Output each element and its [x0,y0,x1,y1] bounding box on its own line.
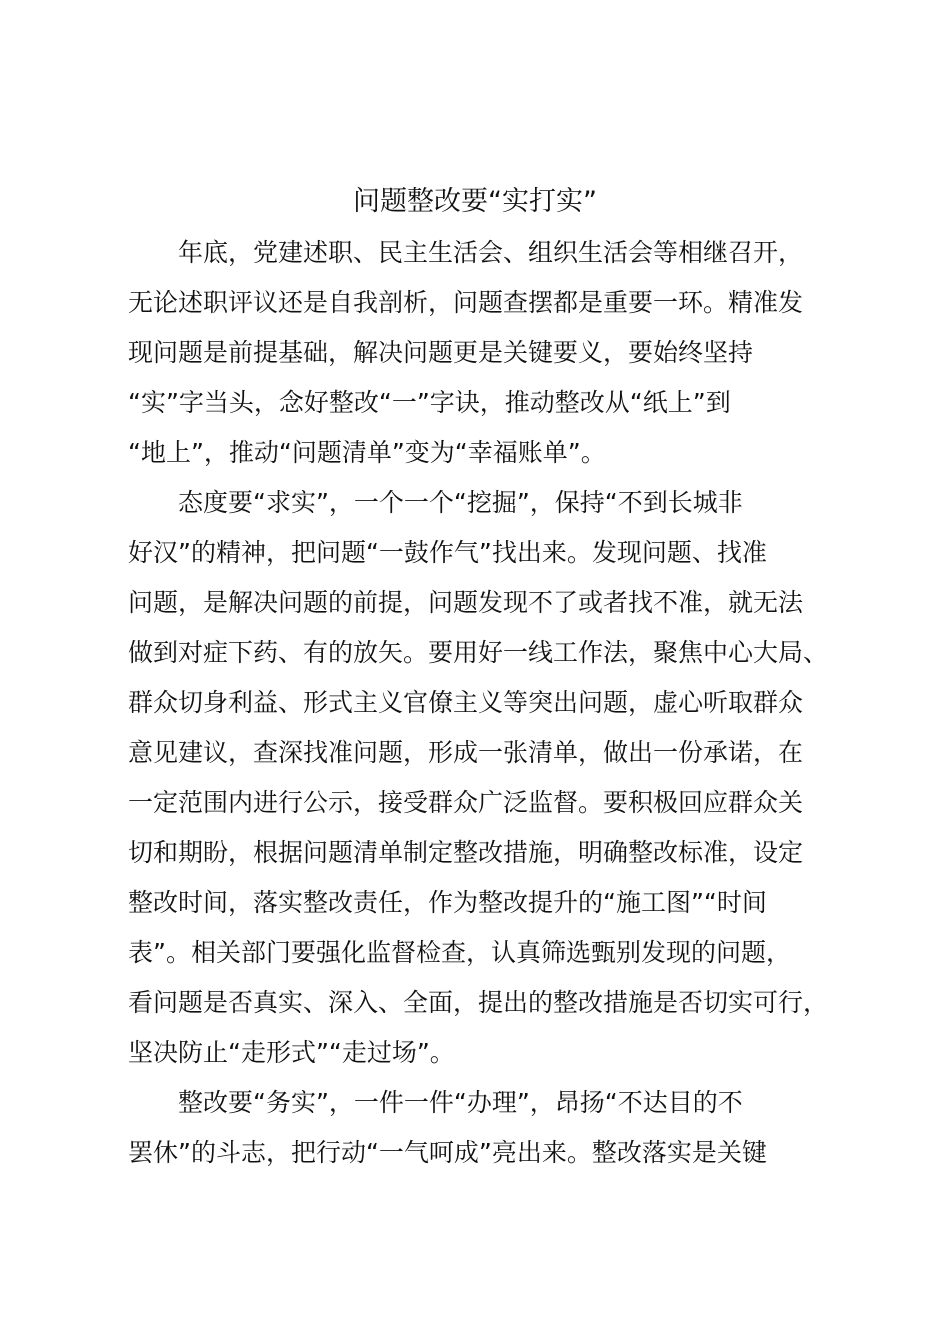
text-line-4: “实”字当头，念好整改“一”字诀，推动整改从“纸上”到 [128,388,731,417]
text-line-3: 现问题是前提基础，解决问题更是关键要义，要始终坚持 [128,338,754,367]
text-line-16: 看问题是否真实、深入、全面，提出的整改措施是否切实可行， [128,988,829,1017]
text-line-14: 整改时间，落实整改责任，作为整改提升的“施工图”“时间 [128,888,767,917]
text-line-19: 罢休”的斗志，把行动“一气呵成”亮出来。整改落实是关键 [128,1138,767,1167]
text-line-12: 一定范围内进行公示，接受群众广泛监督。要积极回应群众关 [128,788,804,817]
text-line-15: 表”。相关部门要强化监督检查，认真筛选甄别发现的问题， [128,938,791,967]
document-title: 问题整改要“实打实” [353,186,597,217]
text-line-17: 坚决防止“走形式”“走过场”。 [128,1038,455,1067]
text-line-18: 整改要“务实”，一件一件“办理”，昂扬“不达目的不 [128,1088,743,1117]
text-line-13: 切和期盼，根据问题清单制定整改措施，明确整改标准，设定 [128,838,804,867]
text-line-7: 好汉”的精神，把问题“一鼓作气”找出来。发现问题、找准 [128,538,767,567]
text-line-5: “地上”，推动“问题清单”变为“幸福账单”。 [128,438,606,467]
text-line-1: 年底，党建述职、民主生活会、组织生活会等相继召开， [128,238,804,267]
text-line-8: 问题，是解决问题的前提，问题发现不了或者找不准，就无法 [128,588,804,617]
text-line-10: 群众切身利益、形式主义官僚主义等突出问题，虚心听取群众 [128,688,804,717]
text-line-11: 意见建议，查深找准问题，形成一张清单，做出一份承诺，在 [128,738,804,767]
text-line-6: 态度要“求实”，一个一个“挖掘”，保持“不到长城非 [128,488,743,517]
text-line-9: 做到对症下药、有的放矢。要用好一线工作法，聚焦中心大局、 [128,638,829,667]
text-line-2: 无论述职评议还是自我剖析，问题查摆都是重要一环。精准发 [128,288,804,317]
